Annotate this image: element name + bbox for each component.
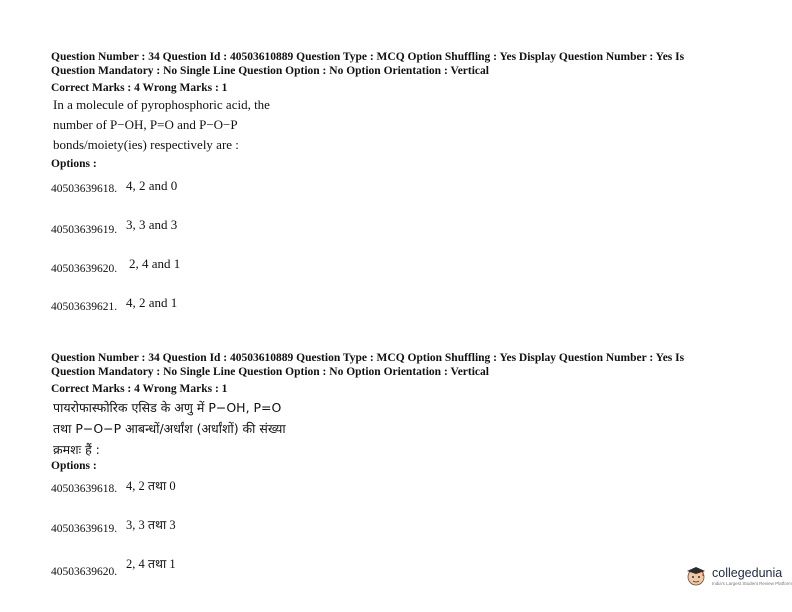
logo-name: collegedunia: [712, 566, 783, 580]
question-header-line2: Question Mandatory : No Single Line Question Option : No Option Orientation : Vertical: [51, 65, 489, 77]
option-text: 3, 3 तथा 3: [126, 518, 176, 532]
option-text: 4, 2 and 1: [126, 295, 178, 310]
logo-tagline: India's Largest Student Review Platform: [712, 581, 792, 586]
option-text: 4, 2 and 0: [126, 178, 178, 193]
option-text: 3, 3 and 3: [126, 217, 178, 232]
option-text: 4, 2 तथा 0: [126, 479, 176, 493]
option-id: 40503639618.: [51, 183, 118, 195]
option-id: 40503639620.: [51, 566, 118, 578]
question-text-line: तथा P−O−P आबन्धों/अर्धांश (अर्धांशों) की संख्या: [53, 421, 286, 436]
question-header-line1: Question Number : 34 Question Id : 40503610889 Question Type : MCQ Option Shuffling : Yes Display Question Number : Yes Is: [51, 51, 685, 63]
question-text-line: number of P−OH, P=O and P−O−P: [53, 117, 238, 132]
options-label: Options :: [51, 158, 97, 170]
question-text-line: bonds/moiety(ies) respectively are :: [53, 137, 239, 152]
option-text: 2, 4 तथा 1: [126, 557, 176, 571]
option-id: 40503639621.: [51, 301, 118, 313]
question-header-line2: Question Mandatory : No Single Line Question Option : No Option Orientation : Vertical: [51, 366, 489, 378]
marks-info: Correct Marks : 4 Wrong Marks : 1: [51, 82, 228, 94]
collegedunia-logo: [684, 564, 792, 588]
graduate-mascot-icon: [684, 564, 708, 588]
option-id: 40503639620.: [51, 263, 118, 275]
option-id: 40503639619.: [51, 523, 118, 535]
option-id: 40503639618.: [51, 483, 118, 495]
question-header-line1: Question Number : 34 Question Id : 40503610889 Question Type : MCQ Option Shuffling : Yes Display Question Number : Yes Is: [51, 352, 685, 364]
option-text: 2, 4 and 1: [129, 256, 181, 271]
question-text-line: क्रमशः हैं :: [53, 442, 100, 457]
question-text-line: In a molecule of pyrophosphoric acid, the: [53, 97, 270, 112]
options-label: Options :: [51, 460, 97, 472]
option-id: 40503639619.: [51, 224, 118, 236]
marks-info: Correct Marks : 4 Wrong Marks : 1: [51, 383, 228, 395]
question-text-line: पायरोफास्फोरिक एसिड के अणु में P−OH, P=O: [53, 400, 282, 415]
